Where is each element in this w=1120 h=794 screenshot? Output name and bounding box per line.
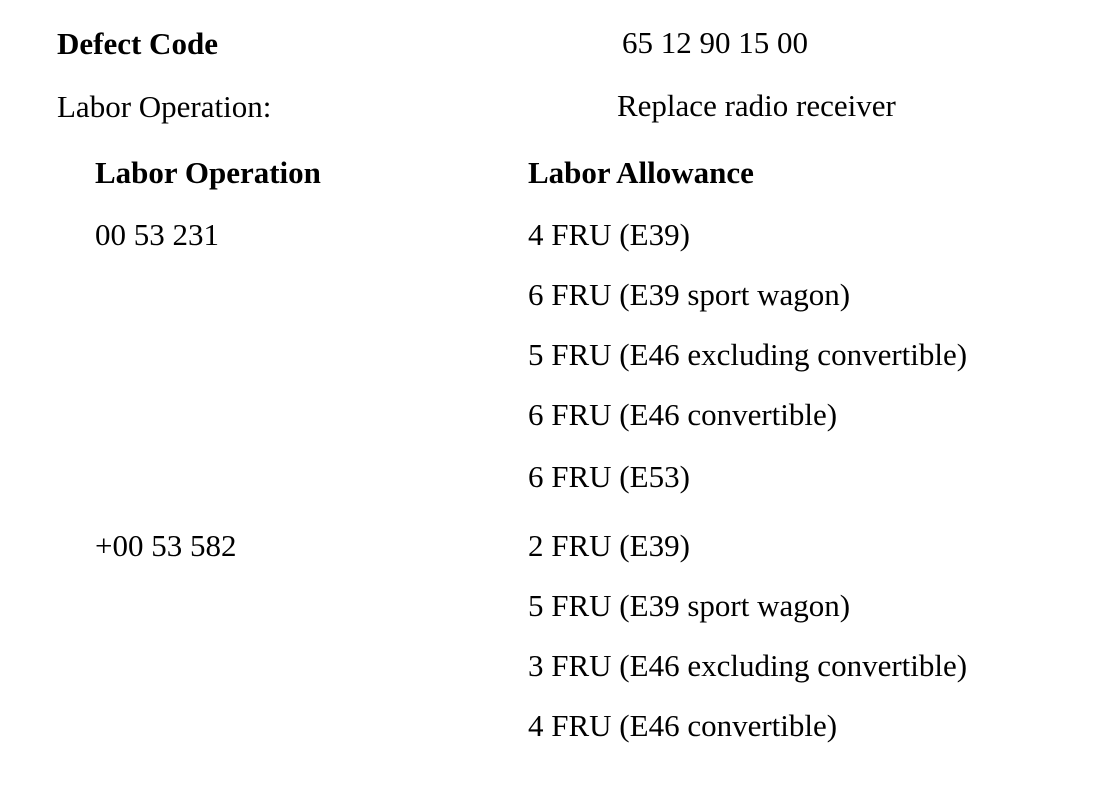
labor-operation-code: +00 53 582	[95, 528, 237, 563]
labor-operation-label: Labor Operation:	[57, 89, 272, 124]
defect-code-label: Defect Code	[57, 26, 218, 61]
labor-allowance-item: 6 FRU (E39 sport wagon)	[528, 277, 851, 312]
labor-allowance-item: 5 FRU (E39 sport wagon)	[528, 588, 851, 623]
labor-allowance-item: 4 FRU (E46 convertible)	[528, 708, 838, 743]
defect-code-value: 65 12 90 15 00	[622, 25, 808, 60]
labor-allowance-item: 2 FRU (E39)	[528, 528, 690, 563]
labor-allowance-item: 5 FRU (E46 excluding convertible)	[528, 337, 968, 372]
labor-allowance-item: 4 FRU (E39)	[528, 217, 690, 252]
labor-allowance-item: 3 FRU (E46 excluding convertible)	[528, 648, 968, 683]
header-labor-allowance: Labor Allowance	[528, 155, 754, 190]
header-labor-operation: Labor Operation	[95, 155, 321, 190]
labor-allowance-item: 6 FRU (E46 convertible)	[528, 397, 838, 432]
labor-allowance-item: 6 FRU (E53)	[528, 459, 690, 494]
labor-operation-code: 00 53 231	[95, 217, 219, 252]
labor-operation-value: Replace radio receiver	[617, 88, 896, 123]
